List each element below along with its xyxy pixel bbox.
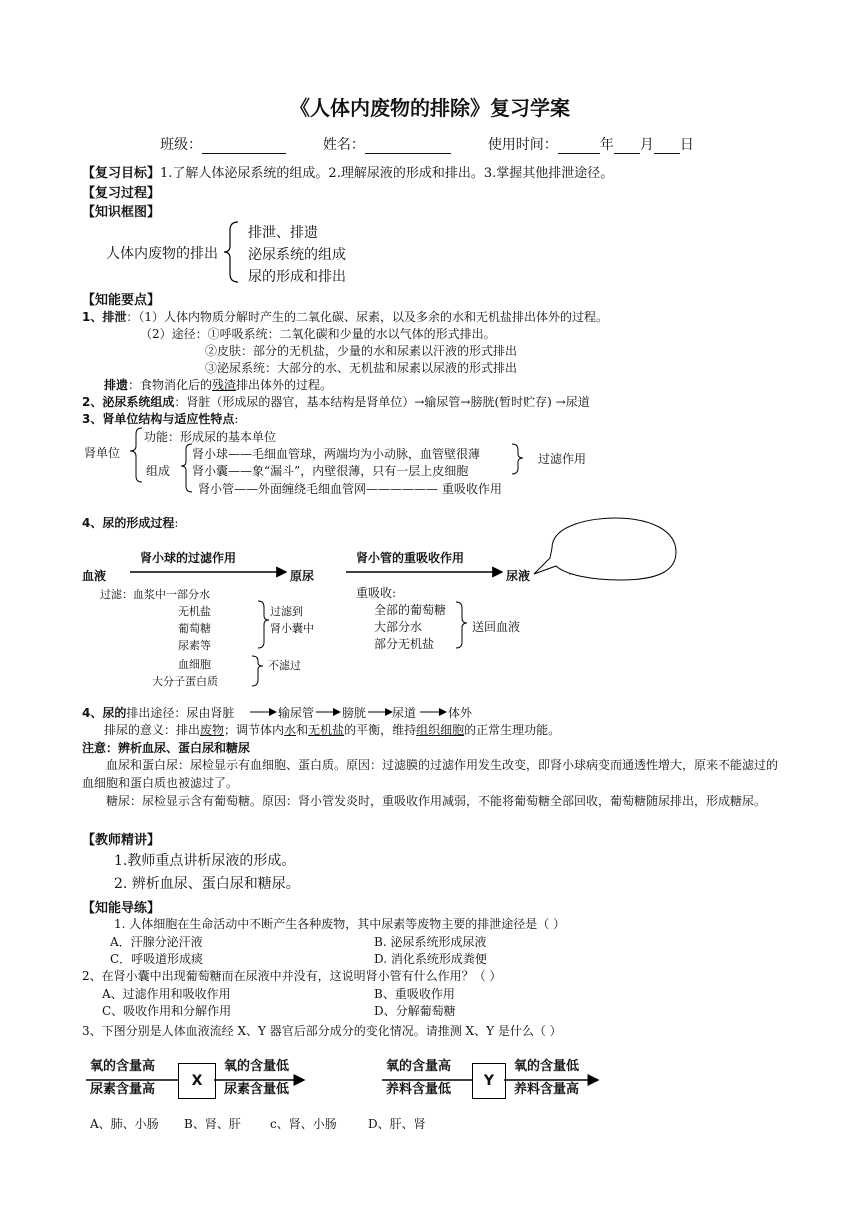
nephron-tubule: 肾小管——外面缠绕毛细血管网—————— 重吸收作用	[198, 482, 502, 496]
tubule-reabs-label: 肾小管的重吸收作用	[356, 551, 465, 565]
nephron-capsule: 肾小囊——象“漏斗”，内壁很薄，只有一层上皮细胞	[192, 464, 469, 478]
meaning-waste: 废物	[200, 723, 225, 737]
urine-label: 尿液	[506, 569, 531, 583]
to-capsule-2: 肾小囊中	[270, 622, 314, 635]
meaning-salt: 无机盐	[308, 723, 345, 737]
primary-urine-label: 原尿	[290, 569, 315, 583]
filtered-item: 血浆中一部分水	[133, 588, 210, 601]
filtered-item: 葡萄糖	[178, 622, 211, 635]
question-3: 3、下图分别是人体血液流经 X、Y 器官后部分成分的变化情况。请推测 X、Y 是什么（ ）	[82, 1024, 562, 1038]
filtered-item: 尿素等	[178, 639, 211, 652]
y-input-oxygen: 氧的含量高	[386, 1059, 452, 1074]
month-label: 月	[639, 137, 654, 153]
q1-option-d[interactable]: D. 消化系统形成粪便	[374, 952, 487, 966]
nephron-function: 功能：形成尿的基本单位	[144, 430, 277, 444]
x-output-oxygen: 氧的含量低	[224, 1059, 290, 1074]
reabsorbed-brace	[456, 602, 467, 648]
nephron-glomerulus: 肾小球——毛细血管球，两端均为小动脉，血管壁很薄	[192, 447, 481, 461]
framework-head: 【知识框图】	[82, 205, 161, 220]
nephron-brace	[130, 428, 142, 482]
point-3-label: 3、肾单位结构与适应性特点	[82, 412, 235, 426]
q2-option-d[interactable]: D、分解葡萄糖	[374, 1004, 456, 1018]
point-2-text: ：肾脏（形成尿的器官，基本结构是肾单位）→输尿管→膀胱(暂时贮存) →尿道	[174, 395, 590, 409]
unfiltered-item: 血细胞	[178, 658, 211, 671]
time-label: 使用时间：	[487, 137, 558, 153]
q2-option-c[interactable]: C、吸收作用和分解作用	[102, 1004, 232, 1018]
q2-option-a[interactable]: A、过滤作用和吸收作用	[102, 987, 231, 1001]
meaning-5: 的正常生理功能。	[464, 723, 561, 737]
goals-head: 【复习目标】	[82, 166, 161, 181]
class-label: 班级：	[160, 137, 202, 153]
reabs-label: 重吸收:	[356, 586, 397, 600]
day-label: 日	[679, 137, 694, 153]
meaning-pre: 排尿的意义：排出	[104, 723, 201, 737]
route-step: 尿道	[392, 706, 417, 720]
q3-option-b[interactable]: B、肾、肝	[184, 1117, 241, 1131]
route-step: 输尿管	[278, 706, 315, 720]
composition-brace	[181, 444, 192, 492]
nephron-filter: 过滤作用	[538, 452, 587, 466]
question-1: 1. 人体细胞在生命活动中不断产生各种废物，其中尿素等废物主要的排泄途径是（ ）	[114, 917, 566, 931]
q3-option-c[interactable]: c、肾、小肠	[270, 1117, 337, 1131]
organ-y-box: Y	[472, 1063, 506, 1099]
point-1-def: ：（1）人体内物质分解时产生的二氧化碳、尿素，以及多余的水和无机盐排出体外的过程。	[126, 310, 608, 324]
reabs-item: 大部分水	[374, 620, 423, 634]
point-2-label: 2、泌尿系统组成	[82, 395, 175, 409]
unfiltered-item: 大分子蛋白质	[152, 675, 218, 688]
reabs-item: 部分无机盐	[374, 637, 435, 651]
egest-post: 排出体外的过程。	[236, 378, 333, 392]
framework-item: 尿的形成和排出	[248, 269, 346, 285]
y-output-oxygen: 氧的含量低	[514, 1059, 580, 1074]
filter-label: 过滤：	[100, 588, 133, 601]
framework-root: 人体内废物的排出	[106, 246, 218, 262]
route-step: 膀胱	[342, 706, 367, 720]
nephron-root: 肾单位	[84, 446, 121, 460]
organ-x-box: X	[178, 1063, 216, 1099]
q2-option-b[interactable]: B、重吸收作用	[374, 987, 455, 1001]
x-output-urea: 尿素含量低	[224, 1082, 290, 1097]
process-head: 【复习过程】	[82, 186, 161, 201]
reabs-item: 全部的葡萄糖	[374, 603, 447, 617]
q3-option-d[interactable]: D、肝、肾	[368, 1117, 426, 1131]
formation-colon: :	[174, 516, 179, 530]
routes-label: （2）途径：	[140, 327, 208, 341]
egest-pre: ：食物消化后的	[128, 378, 213, 392]
discharge-route-start: 排出途径：尿由肾脏	[126, 706, 235, 720]
page-title: 《人体内废物的排除》复习学案	[290, 96, 570, 120]
meaning-4: 的平衡，维持	[344, 723, 417, 737]
meaning-2: ；调节体内	[224, 723, 285, 737]
glom-filter-label: 肾小球的过滤作用	[140, 551, 237, 565]
framework-item: 泌尿系统的组成	[248, 247, 346, 263]
meaning-3: 和	[296, 723, 309, 737]
y-input-nutrient: 养料含量低	[386, 1082, 452, 1097]
route-step: 体外	[448, 706, 473, 720]
note-para-2: 糖尿：尿检显示含有葡萄糖。原因：肾小管发炎时，重吸收作用减弱，不能将葡萄糖全部回收，葡萄糖随尿排出，形成糖尿。	[106, 794, 767, 808]
meaning-cells: 组织细胞	[416, 723, 465, 737]
framework-brace	[224, 222, 238, 282]
route-2: ②皮肤：部分的无机盐，少量的水和尿素以汗液的形式排出	[205, 344, 518, 358]
teacher-item: 2. 辨析血尿、蛋白尿和糖尿。	[114, 876, 300, 892]
points-head: 【知能要点】	[82, 293, 161, 308]
x-input-urea: 尿素含量高	[90, 1082, 156, 1097]
meaning-water: 水	[284, 723, 297, 737]
framework-item: 排泄、排遗	[248, 225, 318, 241]
no-filter-label: 不滤过	[268, 659, 301, 672]
note-head: 注意：辨析血尿、蛋白尿和糖尿	[82, 741, 251, 755]
teacher-head: 【教师精讲】	[82, 833, 161, 848]
nephron-composition: 组成	[146, 464, 171, 478]
practice-head: 【知能导练】	[82, 901, 161, 916]
formation-head-text: 4、尿的形成过程	[82, 516, 175, 530]
filtered-brace	[258, 601, 269, 648]
question-2: 2、在肾小囊中出现葡萄糖而在尿液中并没有，这说明肾小管有什么作用？（ ）	[82, 969, 502, 983]
filter-brace	[512, 444, 523, 474]
name-label: 姓名：	[322, 137, 365, 153]
unfiltered-brace	[252, 656, 263, 686]
q1-option-c[interactable]: C．呼吸道形成痰	[110, 952, 204, 966]
point-3-colon: :	[234, 412, 239, 426]
x-input-oxygen: 氧的含量高	[90, 1059, 156, 1074]
egest-key: 残渣	[212, 378, 237, 392]
point-1-label: 1、排泄	[82, 310, 127, 324]
back-to-blood: 送回血液	[472, 620, 521, 634]
y-output-nutrient: 养料含量高	[514, 1082, 580, 1097]
egest-label: 排遗	[104, 378, 129, 392]
q1-option-a[interactable]: A．汗腺分泌汗液	[110, 935, 203, 949]
composition-bubble	[534, 518, 676, 580]
route-3: ③泌尿系统：大部分的水、无机盐和尿素以尿液的形式排出	[205, 361, 518, 375]
blood-label: 血液	[82, 569, 107, 583]
goals-text: 1.了解人体泌尿系统的组成。2.理解尿液的形成和排出。3.掌握其他排泄途径。	[160, 166, 614, 181]
note-para-1: 血尿和蛋白尿：尿检显示有血细胞、蛋白质。原因：过滤膜的过滤作用发生改变，即肾小球病变而通透性增大，原来不能滤过的血细胞和蛋白质也被滤过了。	[82, 758, 779, 790]
filtered-item: 无机盐	[178, 605, 211, 618]
year-label: 年	[599, 137, 614, 153]
to-capsule-1: 过滤到	[270, 605, 303, 618]
q1-option-b[interactable]: B. 泌尿系统形成尿液	[374, 935, 487, 949]
q3-option-a[interactable]: A、肺、小肠	[90, 1117, 159, 1131]
route-1: ①呼吸系统：二氧化碳和少量的水以气体的形式排出。	[207, 327, 496, 341]
discharge-label: 4、尿的	[82, 706, 127, 720]
teacher-item: 1.教师重点讲析尿液的形成。	[114, 853, 296, 869]
